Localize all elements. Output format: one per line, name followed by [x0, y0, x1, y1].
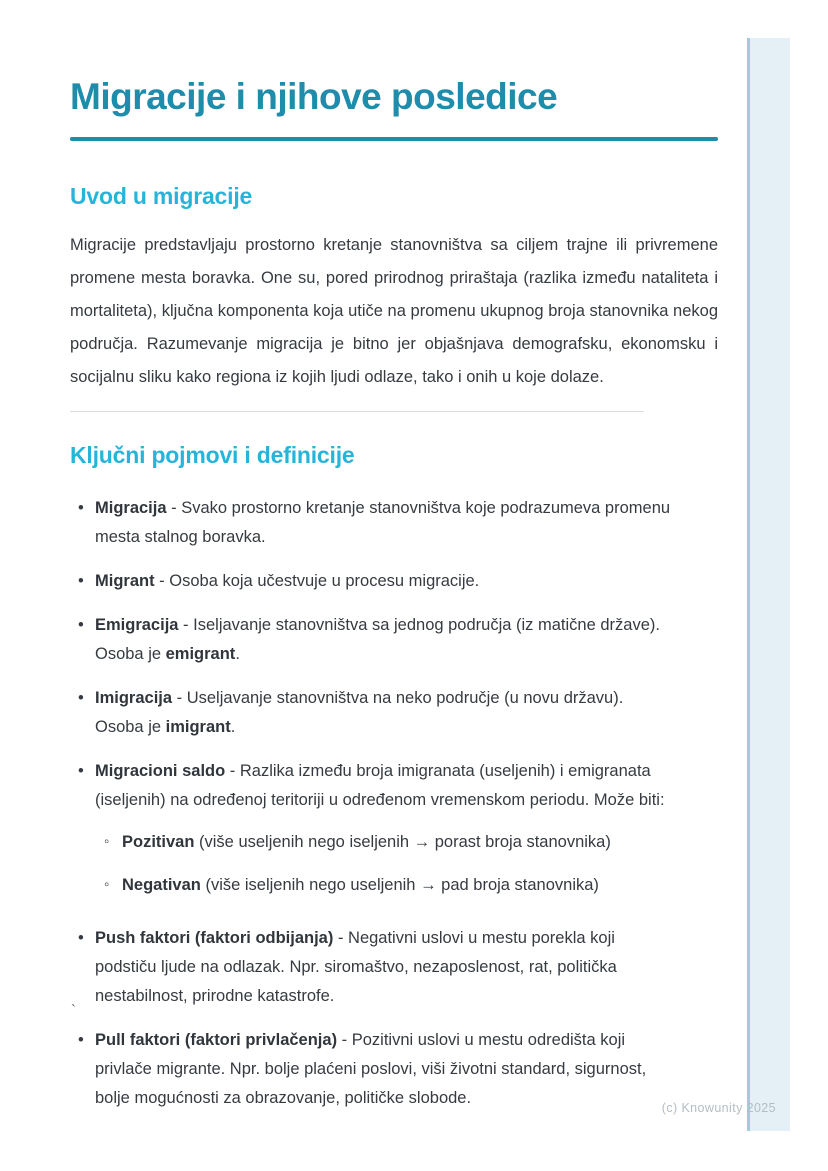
- list-item: [95, 684, 676, 742]
- definition-text: Negativni uslovi u mestu porekla koji podstiču ljude na odlazak. Npr. siromaštvo, nezaposlenost, rat, politička nestabilnost, prirodne katastrofe.: [95, 929, 617, 1005]
- term-separator: -: [333, 929, 349, 947]
- term-label: Negativan: [122, 876, 201, 894]
- stray-backtick: `: [71, 1002, 76, 1019]
- term-label: Pull faktori (faktori privlačenja): [95, 1031, 338, 1049]
- term-label: Emigracija: [95, 616, 179, 634]
- term-label: Migrant: [95, 572, 155, 590]
- bold-tail: emigrant: [165, 645, 236, 663]
- definition-text-after: .: [235, 645, 240, 663]
- term-separator: -: [225, 762, 240, 780]
- list-item: [95, 757, 676, 900]
- list-item: [95, 924, 676, 1011]
- section-heading-intro: Uvod u migracije: [70, 183, 253, 209]
- definition-text: (više iseljenih nego useljenih → pad broja stanovnika): [200, 876, 599, 894]
- definition-text: Iseljavanje stanovništva sa jednog područja (iz matične države). Osoba je: [95, 616, 660, 663]
- list-item: [95, 567, 676, 596]
- definition-text: Svako prostorno kretanje stanovništva koje podrazumeva promenu mesta stalnog boravka.: [95, 499, 671, 546]
- sub-list-item: [122, 828, 676, 857]
- list-item: [95, 1026, 676, 1113]
- definition-text: Razlika između broja imigranata (useljenih) i emigranata (iseljenih) na određenoj teritoriji u određenom vremenskom periodu. Može biti:: [95, 762, 665, 809]
- section-heading-concepts: Ključni pojmovi i definicije: [70, 442, 355, 468]
- term-label: Pozitivan: [122, 833, 195, 851]
- term-separator: -: [337, 1031, 352, 1049]
- term-separator: -: [154, 572, 170, 590]
- bold-tail: imigrant: [165, 718, 231, 736]
- intro-paragraph: Migracije predstavljaju prostorno kretanje stanovništva sa ciljem trajne ili privremene promene mesta boravka. One su, pored prirodnog priraštaja (razlika između nataliteta i mortaliteta), ključna komponenta koja utiče na promenu ukupnog broja stanovnika nekog područja. Razumevanje migracija je bitno jer objašnjava demografsku, ekonomsku i socijalnu sliku kako regiona iz kojih ljudi odlaze, tako i onih u koje dolaze.: [70, 236, 718, 386]
- definition-text-after: .: [230, 718, 236, 736]
- term-separator: -: [178, 616, 194, 634]
- page-title: Migracije i njihove posledice: [70, 76, 558, 117]
- term-label: Migracioni saldo: [95, 762, 226, 780]
- term-separator: -: [166, 499, 182, 517]
- title-underline: [70, 137, 718, 141]
- definition-text: (više useljenih nego iseljenih → porast broja stanovnika): [194, 833, 611, 851]
- definition-text: Osoba koja učestvuje u procesu migracije.: [169, 572, 480, 590]
- definition-text: Useljavanje stanovništva na neko područje (u novu državu). Osoba je: [95, 689, 624, 736]
- list-item: [95, 494, 676, 552]
- concepts-list: [70, 494, 718, 1113]
- term-label: Push faktori (faktori odbijanja): [95, 929, 334, 947]
- sub-list: [95, 828, 676, 900]
- term-label: Imigracija: [95, 689, 173, 707]
- footer-copyright: (c) Knowunity 2025: [661, 1101, 776, 1115]
- sub-list-item: [122, 871, 676, 900]
- section-divider: [70, 411, 644, 412]
- definition-text: Pozitivni uslovi u mestu odredišta koji privlače migrante. Npr. bolje plaćeni poslovi, viši životni standard, sigurnost, bolje mogućnosti za obrazovanje, političke slobode.: [95, 1031, 647, 1107]
- term-separator: -: [172, 689, 187, 707]
- term-label: Migracija: [95, 499, 167, 517]
- list-item: [95, 611, 676, 669]
